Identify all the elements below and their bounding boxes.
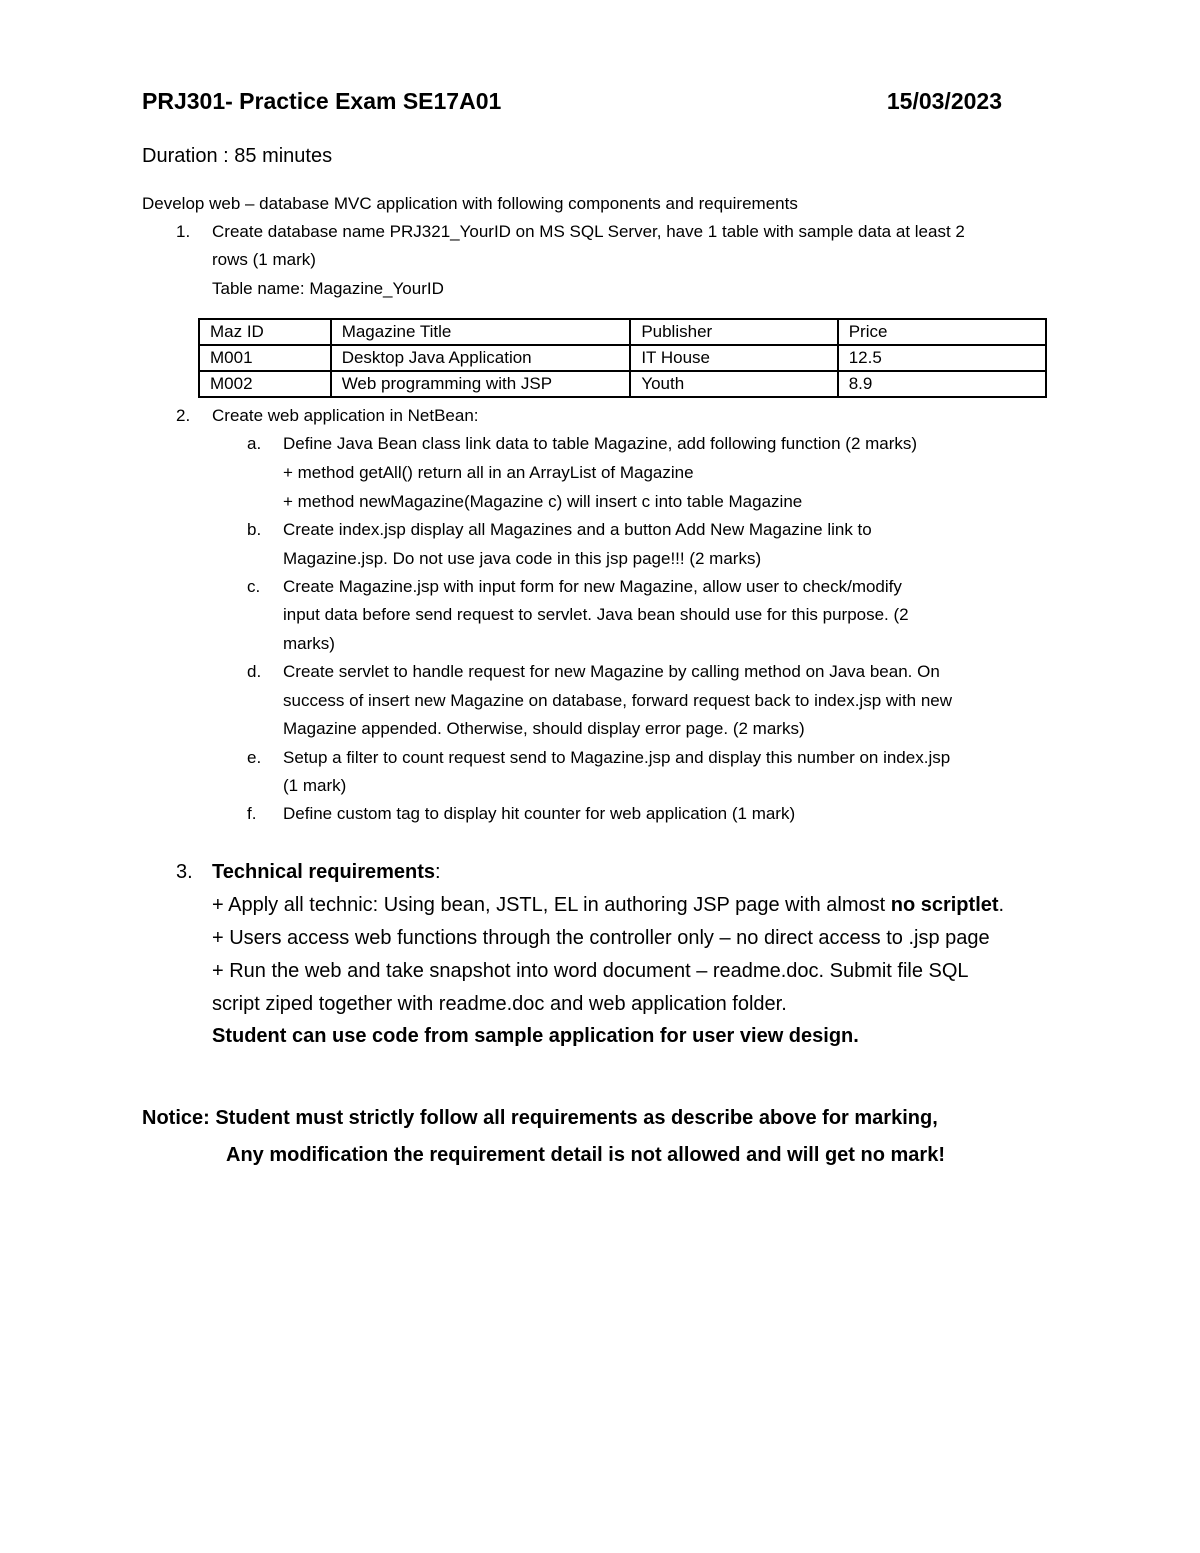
item1-number: 1.: [176, 222, 191, 241]
item1-line1: Create database name PRJ321_YourID on MS SQL Server, have 1 table with sample data at least 2: [212, 222, 965, 241]
sub-f-letter: f.: [247, 804, 257, 823]
table-header-cell: Price: [838, 319, 1046, 345]
sub-a-line: + method getAll() return all in an ArrayList of Magazine: [283, 463, 694, 482]
item3-line1: [212, 889, 1004, 922]
table-cell: IT House: [630, 345, 837, 371]
item2-number: 2.: [176, 406, 191, 425]
sub-a-line: + method newMagazine(Magazine c) will insert c into table Magazine: [283, 492, 803, 511]
table-cell: Desktop Java Application: [331, 345, 631, 371]
exam-date: 15/03/2023: [886, 88, 1002, 114]
duration-text: Duration : 85 minutes: [142, 145, 333, 167]
table-cell: 12.5: [838, 345, 1046, 371]
item3-heading: Technical requirements: [212, 861, 436, 883]
table-header-cell: Publisher: [630, 319, 837, 345]
table-cell: M001: [199, 345, 331, 371]
intro-text: Develop web – database MVC application with following components and requirements: [142, 194, 798, 213]
sub-c-line: input data before send request to servlet. Java bean should use for this purpose. (2: [283, 605, 909, 624]
notice-line1: Notice: Student must strictly follow all requirements as describe above for marking,: [142, 1107, 938, 1129]
item3-line2: + Users access web functions through the controller only – no direct access to .jsp page: [212, 927, 990, 949]
sub-d-line: Create servlet to handle request for new Magazine by calling method on Java bean. On: [283, 662, 940, 681]
sub-d-line: Magazine appended. Otherwise, should display error page. (2 marks): [283, 719, 805, 738]
sub-a-line: Define Java Bean class link data to table Magazine, add following function (2 marks): [283, 434, 918, 453]
sub-c-line: marks): [283, 634, 335, 653]
item1-line2: rows (1 mark): [212, 250, 316, 269]
magazine-table: [198, 318, 1047, 398]
item3-line1-end: .: [998, 894, 1005, 916]
item3-number: 3.: [176, 861, 193, 883]
sub-b-line: Magazine.jsp. Do not use java code in this jsp page!!! (2 marks): [283, 549, 762, 568]
table-cell: M002: [199, 371, 331, 397]
sub-e-line: (1 mark): [283, 776, 347, 795]
item3-line4: script ziped together with readme.doc and web application folder.: [212, 993, 787, 1015]
header: [142, 88, 1002, 120]
item3-line1-bold: no scriptlet: [890, 894, 999, 916]
notice-line2: Any modification the requirement detail is not allowed and will get no mark!: [226, 1144, 945, 1166]
table-cell: Youth: [630, 371, 837, 397]
table-header-row: [199, 319, 1046, 345]
table-row: [199, 345, 1046, 371]
sub-e-letter: e.: [247, 748, 262, 767]
item3-line5: Student can use code from sample application for user view design.: [212, 1025, 859, 1047]
sub-b-letter: b.: [247, 520, 262, 539]
table-cell: 8.9: [838, 371, 1046, 397]
item3-line1-text: + Apply all technic: Using bean, JSTL, EL in authoring JSP page with almost: [212, 894, 891, 916]
item3-colon: :: [435, 861, 441, 883]
sub-c-letter: c.: [247, 577, 261, 596]
sub-a-letter: a.: [247, 434, 262, 453]
item1-line3: Table name: Magazine_YourID: [212, 279, 444, 298]
exam-title: PRJ301- Practice Exam SE17A01: [142, 88, 502, 114]
item3-heading-line: [212, 856, 441, 889]
item3-line3: + Run the web and take snapshot into word document – readme.doc. Submit file SQL: [212, 960, 969, 982]
table-header-cell: Maz ID: [199, 319, 331, 345]
sub-b-line: Create index.jsp display all Magazines and a button Add New Magazine link to: [283, 520, 872, 539]
sub-c-line: Create Magazine.jsp with input form for new Magazine, allow user to check/modify: [283, 577, 902, 596]
sub-f-line: Define custom tag to display hit counter for web application (1 mark): [283, 804, 796, 823]
table-header-cell: Magazine Title: [331, 319, 631, 345]
sub-d-letter: d.: [247, 662, 262, 681]
item2-line1: Create web application in NetBean:: [212, 406, 479, 425]
sub-e-line: Setup a filter to count request send to Magazine.jsp and display this number on index.jsp: [283, 748, 951, 767]
sub-d-line: success of insert new Magazine on database, forward request back to index.jsp with new: [283, 691, 953, 710]
table-row: [199, 371, 1046, 397]
table-cell: Web programming with JSP: [331, 371, 631, 397]
